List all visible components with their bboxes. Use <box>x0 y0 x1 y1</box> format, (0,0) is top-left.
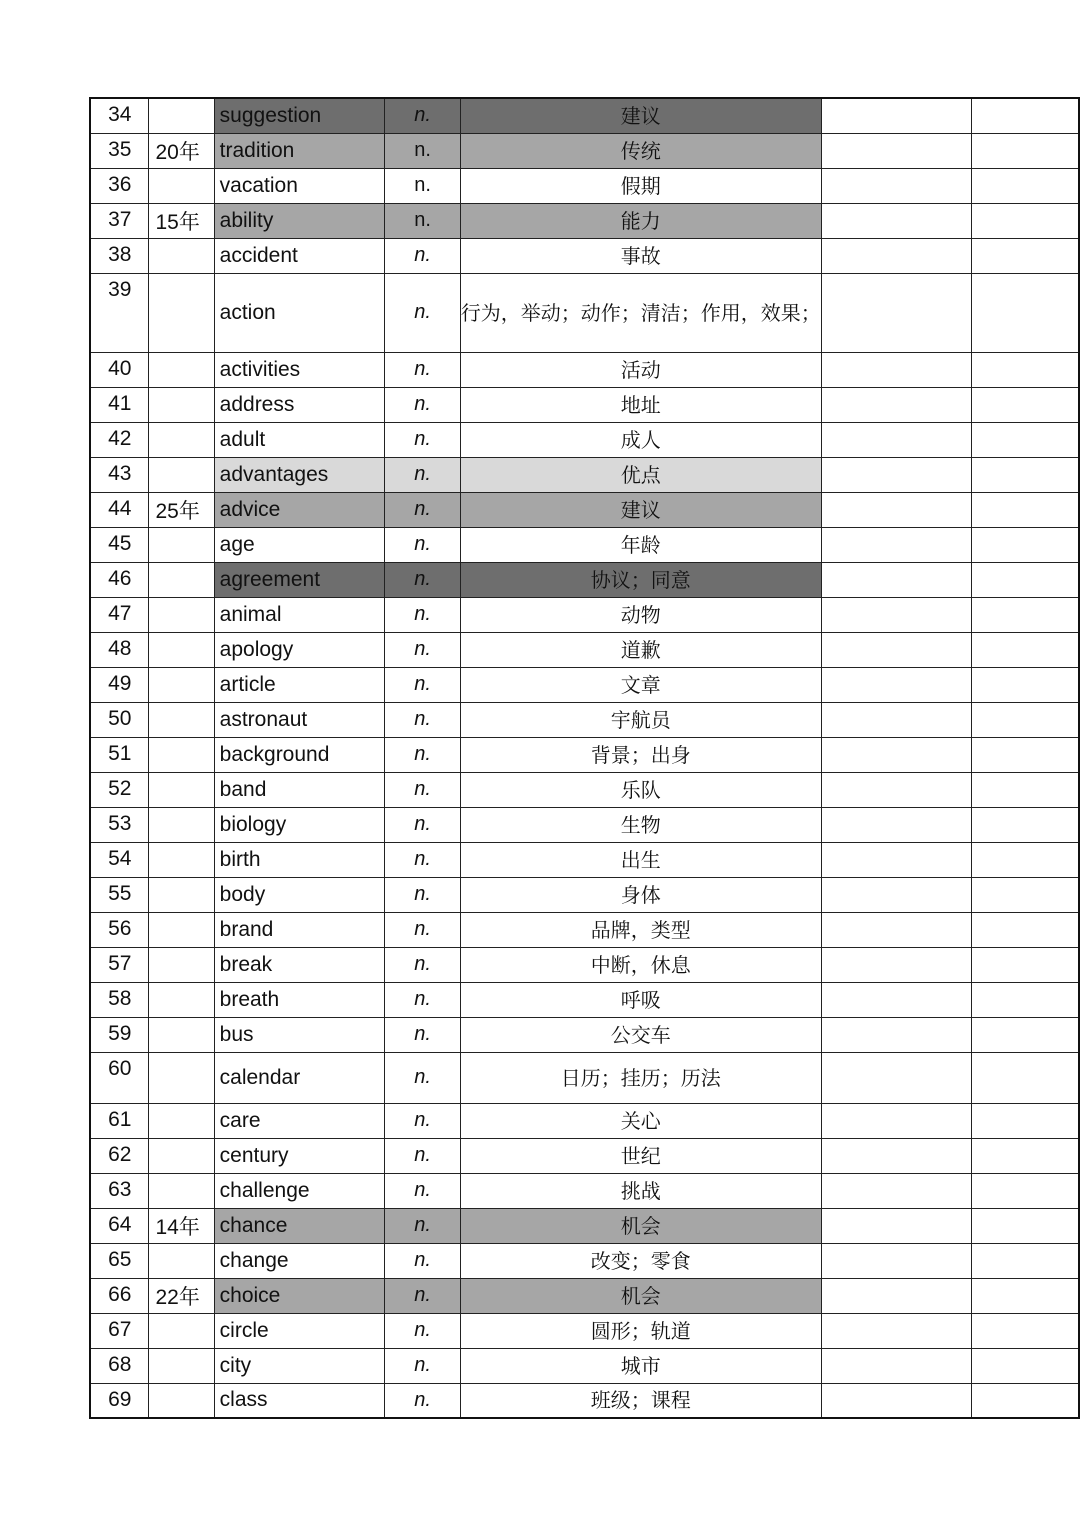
table-row <box>90 133 1079 168</box>
blank-cell <box>971 1383 1079 1418</box>
exam-year-cell <box>149 667 214 702</box>
word-cell: choice <box>214 1278 385 1313</box>
table-row <box>90 807 1079 842</box>
table-row <box>90 842 1079 877</box>
blank-cell <box>821 807 971 842</box>
word-cell: bus <box>214 1017 385 1052</box>
blank-cell <box>971 632 1079 667</box>
word-cell: breath <box>214 982 385 1017</box>
table-row <box>90 1138 1079 1173</box>
part-of-speech-cell: n. <box>385 702 460 737</box>
blank-cell <box>971 702 1079 737</box>
word-cell: advice <box>214 492 385 527</box>
blank-cell <box>821 457 971 492</box>
word-cell: change <box>214 1243 385 1278</box>
meaning-cell: 建议 <box>460 98 821 133</box>
meaning-cell: 圆形；轨道 <box>460 1313 821 1348</box>
blank-cell <box>971 842 1079 877</box>
part-of-speech-cell: n. <box>385 422 460 457</box>
blank-cell <box>971 1017 1079 1052</box>
blank-cell <box>821 737 971 772</box>
table-row <box>90 597 1079 632</box>
part-of-speech-cell: n. <box>385 492 460 527</box>
word-cell: chance <box>214 1208 385 1243</box>
exam-year-cell <box>149 457 214 492</box>
row-number-cell: 53 <box>90 807 149 842</box>
blank-cell <box>821 562 971 597</box>
meaning-cell: 身体 <box>460 877 821 912</box>
word-cell: circle <box>214 1313 385 1348</box>
table-row <box>90 457 1079 492</box>
row-number-cell: 47 <box>90 597 149 632</box>
part-of-speech-cell: n. <box>385 203 460 238</box>
part-of-speech-cell: n. <box>385 1348 460 1383</box>
table-row <box>90 387 1079 422</box>
exam-year-cell: 22年 <box>149 1278 214 1313</box>
table-row <box>90 982 1079 1017</box>
table-row <box>90 1173 1079 1208</box>
meaning-cell: 生物 <box>460 807 821 842</box>
row-number-cell: 39 <box>90 273 149 352</box>
part-of-speech-cell: n. <box>385 457 460 492</box>
word-cell: brand <box>214 912 385 947</box>
row-number-cell: 69 <box>90 1383 149 1418</box>
exam-year-cell <box>149 842 214 877</box>
blank-cell <box>821 1052 971 1103</box>
row-number-cell: 40 <box>90 352 149 387</box>
row-number-cell: 65 <box>90 1243 149 1278</box>
blank-cell <box>821 273 971 352</box>
meaning-cell: 活动 <box>460 352 821 387</box>
part-of-speech-cell: n. <box>385 1017 460 1052</box>
word-cell: adult <box>214 422 385 457</box>
row-number-cell: 58 <box>90 982 149 1017</box>
part-of-speech-cell: n. <box>385 1208 460 1243</box>
table-row <box>90 562 1079 597</box>
exam-year-cell <box>149 1052 214 1103</box>
blank-cell <box>971 133 1079 168</box>
word-cell: animal <box>214 597 385 632</box>
blank-cell <box>971 1208 1079 1243</box>
blank-cell <box>821 168 971 203</box>
blank-cell <box>821 133 971 168</box>
part-of-speech-cell: n. <box>385 597 460 632</box>
blank-cell <box>821 667 971 702</box>
blank-cell <box>821 632 971 667</box>
row-number-cell: 41 <box>90 387 149 422</box>
blank-cell <box>971 1243 1079 1278</box>
table-row <box>90 1383 1079 1418</box>
blank-cell <box>971 597 1079 632</box>
row-number-cell: 63 <box>90 1173 149 1208</box>
table-row <box>90 492 1079 527</box>
blank-cell <box>821 1243 971 1278</box>
blank-cell <box>971 1278 1079 1313</box>
part-of-speech-cell: n. <box>385 562 460 597</box>
blank-cell <box>971 982 1079 1017</box>
part-of-speech-cell: n. <box>385 273 460 352</box>
exam-year-cell <box>149 597 214 632</box>
table-row <box>90 168 1079 203</box>
blank-cell <box>971 737 1079 772</box>
table-row <box>90 1103 1079 1138</box>
table-row <box>90 772 1079 807</box>
row-number-cell: 36 <box>90 168 149 203</box>
meaning-cell: 行为，举动；动作；清洁；作用，效果； <box>460 273 821 352</box>
meaning-cell: 文章 <box>460 667 821 702</box>
blank-cell <box>971 273 1079 352</box>
word-cell: action <box>214 273 385 352</box>
row-number-cell: 64 <box>90 1208 149 1243</box>
vocabulary-table <box>89 97 1080 1419</box>
word-cell: band <box>214 772 385 807</box>
blank-cell <box>971 387 1079 422</box>
exam-year-cell <box>149 877 214 912</box>
exam-year-cell <box>149 527 214 562</box>
word-cell: class <box>214 1383 385 1418</box>
meaning-cell: 地址 <box>460 387 821 422</box>
blank-cell <box>971 238 1079 273</box>
table-row <box>90 352 1079 387</box>
blank-cell <box>971 422 1079 457</box>
blank-cell <box>821 387 971 422</box>
part-of-speech-cell: n. <box>385 168 460 203</box>
blank-cell <box>971 1348 1079 1383</box>
word-cell: agreement <box>214 562 385 597</box>
word-cell: ability <box>214 203 385 238</box>
word-cell: tradition <box>214 133 385 168</box>
part-of-speech-cell: n. <box>385 352 460 387</box>
meaning-cell: 出生 <box>460 842 821 877</box>
blank-cell <box>821 1138 971 1173</box>
table-row <box>90 667 1079 702</box>
meaning-cell: 传统 <box>460 133 821 168</box>
blank-cell <box>971 877 1079 912</box>
table-row <box>90 1348 1079 1383</box>
exam-year-cell <box>149 387 214 422</box>
part-of-speech-cell: n. <box>385 1103 460 1138</box>
exam-year-cell <box>149 1313 214 1348</box>
exam-year-cell <box>149 1243 214 1278</box>
table-row <box>90 947 1079 982</box>
blank-cell <box>971 562 1079 597</box>
word-cell: biology <box>214 807 385 842</box>
table-row <box>90 1017 1079 1052</box>
word-cell: care <box>214 1103 385 1138</box>
table-row <box>90 422 1079 457</box>
blank-cell <box>821 352 971 387</box>
row-number-cell: 35 <box>90 133 149 168</box>
row-number-cell: 51 <box>90 737 149 772</box>
word-cell: break <box>214 947 385 982</box>
part-of-speech-cell: n. <box>385 947 460 982</box>
blank-cell <box>971 1313 1079 1348</box>
table-row <box>90 1052 1079 1103</box>
exam-year-cell: 25年 <box>149 492 214 527</box>
exam-year-cell <box>149 737 214 772</box>
blank-cell <box>821 1103 971 1138</box>
meaning-cell: 改变；零食 <box>460 1243 821 1278</box>
blank-cell <box>821 912 971 947</box>
blank-cell <box>821 772 971 807</box>
part-of-speech-cell: n. <box>385 1173 460 1208</box>
blank-cell <box>971 667 1079 702</box>
word-cell: city <box>214 1348 385 1383</box>
word-cell: century <box>214 1138 385 1173</box>
word-cell: birth <box>214 842 385 877</box>
blank-cell <box>821 1017 971 1052</box>
blank-cell <box>821 1278 971 1313</box>
blank-cell <box>821 98 971 133</box>
meaning-cell: 挑战 <box>460 1173 821 1208</box>
part-of-speech-cell: n. <box>385 98 460 133</box>
part-of-speech-cell: n. <box>385 387 460 422</box>
row-number-cell: 45 <box>90 527 149 562</box>
meaning-cell: 能力 <box>460 203 821 238</box>
row-number-cell: 60 <box>90 1052 149 1103</box>
exam-year-cell <box>149 912 214 947</box>
row-number-cell: 67 <box>90 1313 149 1348</box>
blank-cell <box>971 527 1079 562</box>
meaning-cell: 背景；出身 <box>460 737 821 772</box>
meaning-cell: 机会 <box>460 1208 821 1243</box>
table-row <box>90 1278 1079 1313</box>
meaning-cell: 中断，休息 <box>460 947 821 982</box>
row-number-cell: 50 <box>90 702 149 737</box>
blank-cell <box>971 1138 1079 1173</box>
exam-year-cell <box>149 273 214 352</box>
meaning-cell: 品牌，类型 <box>460 912 821 947</box>
table-row <box>90 1313 1079 1348</box>
exam-year-cell <box>149 807 214 842</box>
blank-cell <box>821 597 971 632</box>
table-row <box>90 632 1079 667</box>
meaning-cell: 呼吸 <box>460 982 821 1017</box>
row-number-cell: 49 <box>90 667 149 702</box>
table-row <box>90 238 1079 273</box>
part-of-speech-cell: n. <box>385 667 460 702</box>
meaning-cell: 城市 <box>460 1348 821 1383</box>
blank-cell <box>821 492 971 527</box>
blank-cell <box>971 772 1079 807</box>
blank-cell <box>821 842 971 877</box>
blank-cell <box>971 1173 1079 1208</box>
row-number-cell: 42 <box>90 422 149 457</box>
part-of-speech-cell: n. <box>385 982 460 1017</box>
word-cell: body <box>214 877 385 912</box>
table-row <box>90 1243 1079 1278</box>
exam-year-cell <box>149 1383 214 1418</box>
row-number-cell: 57 <box>90 947 149 982</box>
meaning-cell: 动物 <box>460 597 821 632</box>
exam-year-cell <box>149 1103 214 1138</box>
word-cell: astronaut <box>214 702 385 737</box>
vocabulary-table-body <box>90 98 1079 1418</box>
meaning-cell: 机会 <box>460 1278 821 1313</box>
table-row <box>90 527 1079 562</box>
table-row <box>90 98 1079 133</box>
word-cell: suggestion <box>214 98 385 133</box>
blank-cell <box>971 168 1079 203</box>
table-row <box>90 203 1079 238</box>
meaning-cell: 优点 <box>460 457 821 492</box>
row-number-cell: 43 <box>90 457 149 492</box>
part-of-speech-cell: n. <box>385 912 460 947</box>
table-row <box>90 912 1079 947</box>
blank-cell <box>971 203 1079 238</box>
blank-cell <box>821 1348 971 1383</box>
blank-cell <box>821 422 971 457</box>
meaning-cell: 年龄 <box>460 527 821 562</box>
blank-cell <box>971 947 1079 982</box>
blank-cell <box>971 912 1079 947</box>
blank-cell <box>971 492 1079 527</box>
meaning-cell: 公交车 <box>460 1017 821 1052</box>
blank-cell <box>821 1383 971 1418</box>
row-number-cell: 46 <box>90 562 149 597</box>
row-number-cell: 59 <box>90 1017 149 1052</box>
row-number-cell: 66 <box>90 1278 149 1313</box>
word-cell: address <box>214 387 385 422</box>
blank-cell <box>821 1173 971 1208</box>
part-of-speech-cell: n. <box>385 1383 460 1418</box>
part-of-speech-cell: n. <box>385 133 460 168</box>
word-cell: background <box>214 737 385 772</box>
meaning-cell: 建议 <box>460 492 821 527</box>
blank-cell <box>821 1208 971 1243</box>
table-row <box>90 877 1079 912</box>
meaning-cell: 世纪 <box>460 1138 821 1173</box>
table-row <box>90 1208 1079 1243</box>
blank-cell <box>971 352 1079 387</box>
word-cell: advantages <box>214 457 385 492</box>
blank-cell <box>971 1103 1079 1138</box>
blank-cell <box>821 1313 971 1348</box>
exam-year-cell <box>149 1017 214 1052</box>
row-number-cell: 44 <box>90 492 149 527</box>
row-number-cell: 61 <box>90 1103 149 1138</box>
row-number-cell: 34 <box>90 98 149 133</box>
exam-year-cell <box>149 562 214 597</box>
blank-cell <box>821 982 971 1017</box>
exam-year-cell <box>149 422 214 457</box>
exam-year-cell: 15年 <box>149 203 214 238</box>
row-number-cell: 37 <box>90 203 149 238</box>
exam-year-cell <box>149 352 214 387</box>
word-cell: calendar <box>214 1052 385 1103</box>
exam-year-cell <box>149 982 214 1017</box>
part-of-speech-cell: n. <box>385 1052 460 1103</box>
part-of-speech-cell: n. <box>385 238 460 273</box>
exam-year-cell <box>149 632 214 667</box>
blank-cell <box>971 98 1079 133</box>
part-of-speech-cell: n. <box>385 737 460 772</box>
exam-year-cell <box>149 238 214 273</box>
part-of-speech-cell: n. <box>385 632 460 667</box>
exam-year-cell: 14年 <box>149 1208 214 1243</box>
part-of-speech-cell: n. <box>385 1278 460 1313</box>
exam-year-cell <box>149 1138 214 1173</box>
exam-year-cell <box>149 168 214 203</box>
blank-cell <box>821 203 971 238</box>
blank-cell <box>821 702 971 737</box>
word-cell: apology <box>214 632 385 667</box>
meaning-cell: 事故 <box>460 238 821 273</box>
meaning-cell: 日历；挂历；历法 <box>460 1052 821 1103</box>
blank-cell <box>821 527 971 562</box>
exam-year-cell <box>149 702 214 737</box>
blank-cell <box>971 1052 1079 1103</box>
blank-cell <box>971 457 1079 492</box>
row-number-cell: 38 <box>90 238 149 273</box>
table-row <box>90 737 1079 772</box>
blank-cell <box>821 877 971 912</box>
meaning-cell: 班级；课程 <box>460 1383 821 1418</box>
word-cell: age <box>214 527 385 562</box>
word-cell: challenge <box>214 1173 385 1208</box>
blank-cell <box>821 947 971 982</box>
exam-year-cell <box>149 1173 214 1208</box>
part-of-speech-cell: n. <box>385 1313 460 1348</box>
meaning-cell: 假期 <box>460 168 821 203</box>
word-cell: article <box>214 667 385 702</box>
row-number-cell: 48 <box>90 632 149 667</box>
exam-year-cell <box>149 98 214 133</box>
meaning-cell: 成人 <box>460 422 821 457</box>
word-cell: vacation <box>214 168 385 203</box>
row-number-cell: 54 <box>90 842 149 877</box>
meaning-cell: 宇航员 <box>460 702 821 737</box>
part-of-speech-cell: n. <box>385 842 460 877</box>
row-number-cell: 52 <box>90 772 149 807</box>
exam-year-cell <box>149 1348 214 1383</box>
table-row <box>90 702 1079 737</box>
part-of-speech-cell: n. <box>385 1243 460 1278</box>
exam-year-cell <box>149 772 214 807</box>
exam-year-cell: 20年 <box>149 133 214 168</box>
row-number-cell: 68 <box>90 1348 149 1383</box>
row-number-cell: 55 <box>90 877 149 912</box>
part-of-speech-cell: n. <box>385 807 460 842</box>
row-number-cell: 56 <box>90 912 149 947</box>
part-of-speech-cell: n. <box>385 772 460 807</box>
blank-cell <box>821 238 971 273</box>
word-cell: activities <box>214 352 385 387</box>
part-of-speech-cell: n. <box>385 877 460 912</box>
meaning-cell: 道歉 <box>460 632 821 667</box>
meaning-cell: 协议；同意 <box>460 562 821 597</box>
exam-year-cell <box>149 947 214 982</box>
meaning-cell: 乐队 <box>460 772 821 807</box>
table-row <box>90 273 1079 352</box>
part-of-speech-cell: n. <box>385 527 460 562</box>
meaning-cell: 关心 <box>460 1103 821 1138</box>
part-of-speech-cell: n. <box>385 1138 460 1173</box>
word-cell: accident <box>214 238 385 273</box>
blank-cell <box>971 807 1079 842</box>
row-number-cell: 62 <box>90 1138 149 1173</box>
